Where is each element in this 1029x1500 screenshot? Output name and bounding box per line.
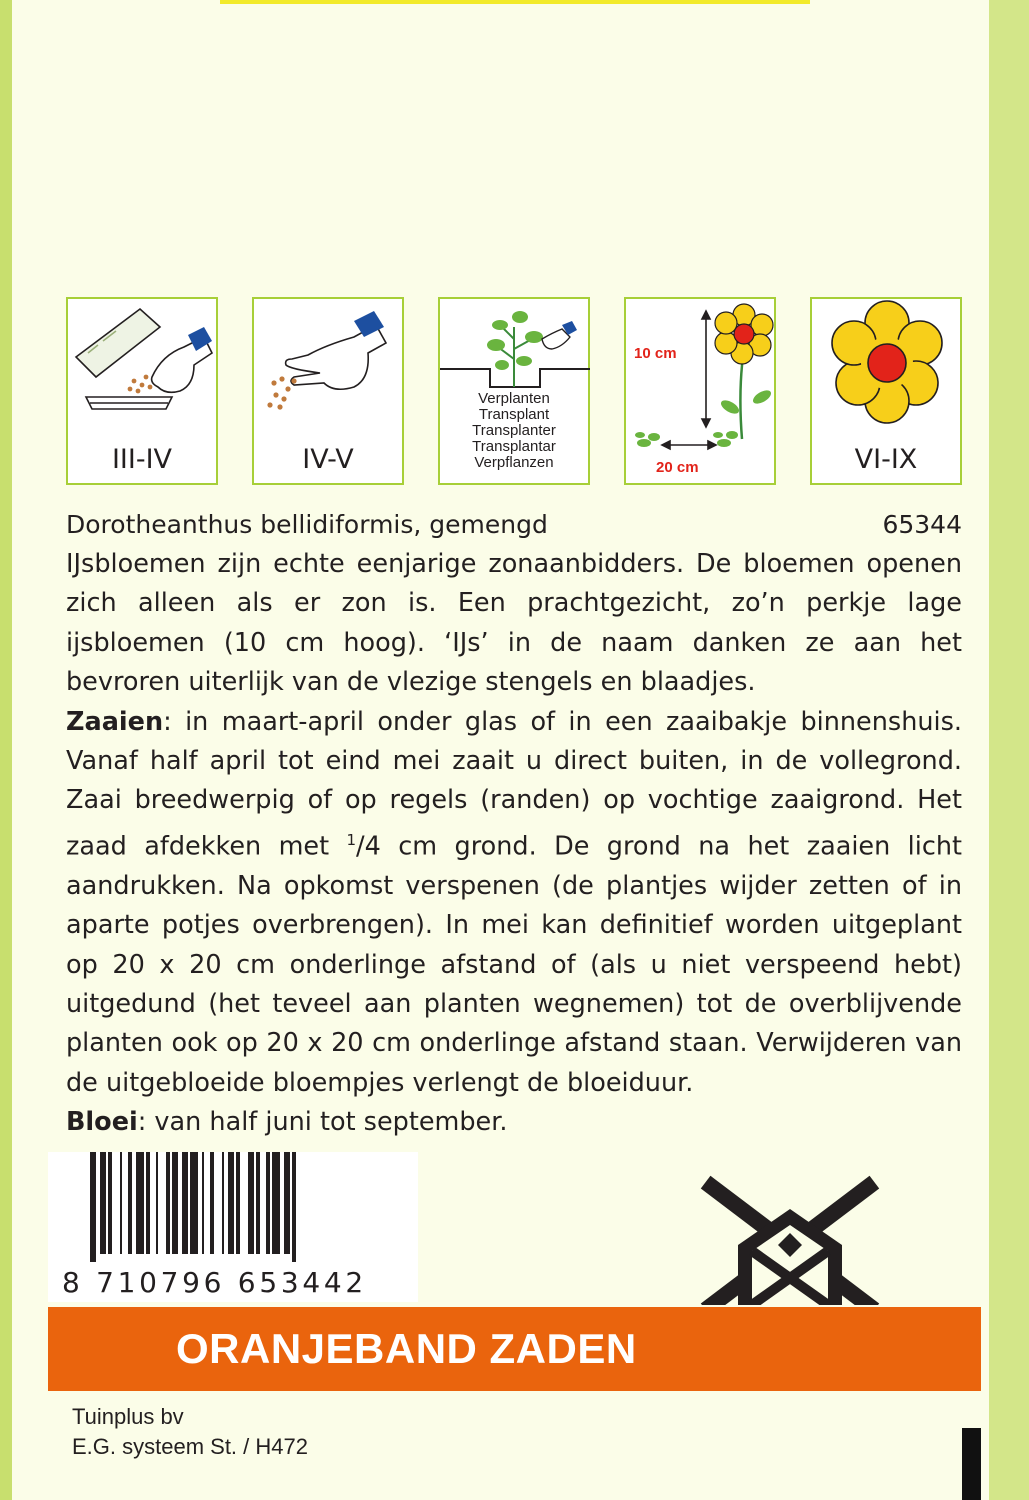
product-code: 65344 <box>882 510 962 539</box>
flowering-period: VI-IX <box>854 444 918 475</box>
right-edge <box>989 0 1029 1500</box>
barcode-bar <box>256 1152 260 1254</box>
transplant-labels <box>440 391 588 471</box>
barcode-bar <box>266 1152 270 1254</box>
transplant-label-nl: Verplanten <box>478 390 550 407</box>
barcode-bar <box>236 1152 240 1254</box>
product-title-row <box>66 510 962 544</box>
flowering-paragraph <box>66 1103 962 1142</box>
flowering-heading: Bloei <box>66 1107 138 1138</box>
transplant-label-es: Transplantar <box>472 438 556 455</box>
barcode-bar <box>202 1152 204 1254</box>
barcode-bar <box>108 1152 112 1254</box>
barcode-bars <box>48 1152 418 1262</box>
barcode-bar <box>182 1152 188 1254</box>
transplant-panel <box>438 297 590 485</box>
left-edge <box>0 0 12 1500</box>
barcode-bar <box>248 1152 254 1254</box>
barcode-bar <box>90 1152 96 1262</box>
fraction-numerator: 1 <box>346 830 357 849</box>
barcode-bar <box>136 1152 144 1254</box>
barcode-bar <box>272 1152 280 1254</box>
description-text: IJsbloemen zijn echte eenjarige zonaanbidders. De bloemen openen zich alleen als er zon is. Een prachtgezicht, zo’n perkje lage ijsbloemen (10 cm hoog). ‘IJs’ in de naam danken ze aan het bevroren uiterlijk van de vlezige stengels en blaadjes. <box>66 549 962 698</box>
spacing-label: 20 cm <box>656 459 699 476</box>
height-label: 10 cm <box>634 345 677 362</box>
footer <box>72 1402 308 1462</box>
fraction-denominator: /4 <box>356 831 381 862</box>
barcode-digits: 8 710796 653442 <box>62 1266 367 1299</box>
transplant-label-de: Verpflanzen <box>474 454 554 471</box>
barcode-bar <box>100 1152 106 1254</box>
barcode-bar <box>292 1152 296 1262</box>
brand-band <box>48 1307 981 1391</box>
sow-under-glass-panel <box>66 297 218 485</box>
barcode-bar <box>172 1152 178 1254</box>
barcode-bar <box>156 1152 158 1254</box>
barcode-bar <box>146 1152 150 1254</box>
barcode-bar <box>228 1152 234 1254</box>
top-strip <box>220 0 810 4</box>
company-name: Tuinplus bv <box>72 1404 184 1429</box>
transplant-label-fr: Transplanter <box>472 422 556 439</box>
barcode-bar <box>284 1152 290 1254</box>
sowing-heading: Zaaien <box>66 706 164 737</box>
flowering-panel <box>810 297 962 485</box>
barcode-bar <box>128 1152 132 1254</box>
sow-outdoors-period: IV-V <box>302 444 354 475</box>
flowering-text: : van half juni tot september. <box>137 1107 508 1138</box>
barcode-bar <box>120 1152 122 1254</box>
barcode-bar <box>166 1152 170 1254</box>
spacing-panel <box>624 297 776 485</box>
registration-mark <box>962 1428 981 1500</box>
transplant-label-en: Transplant <box>478 406 550 423</box>
sowing-text-2: cm grond. De grond na het zaaien licht aandrukken. Na opkomst verspenen (de plantjes wijder zetten of in aparte potjes overbrengen). In mei kan definitief worden uitgeplant op 20 x 20 cm onderlinge afstand of (als u niet verspeend hebt) uitgedund (het teveel aan planten wegnemen) tot de overblijvende planten ook op 20 x 20 cm onderlinge afstand staan. Verwijderen van de uitgebloeide bloempjes verlengt de bloeiduur. <box>66 831 963 1098</box>
certification-text: E.G. systeem St. / H472 <box>72 1434 308 1459</box>
sowing-paragraph <box>66 703 962 1104</box>
barcode-bar <box>222 1152 224 1254</box>
barcode-bar <box>190 1152 198 1254</box>
barcode-bar <box>210 1152 214 1254</box>
species-name: Dorotheanthus bellidiformis, gemengd <box>66 510 548 539</box>
sowing-text-1: : in maart-april onder glas of in een zaaibakje binnenshuis. Vanaf half april tot eind mei zaait u direct buiten, in de vollegrond. Zaai breedwerpig of op regels (randen) op vochtige zaaigrond. Het zaad afdekken met <box>66 706 962 862</box>
sow-under-glass-period: III-IV <box>111 444 173 475</box>
windmill-logo <box>690 1165 890 1305</box>
spacing-icon <box>626 299 776 485</box>
sow-outdoors-panel <box>252 297 404 485</box>
brand-name: ORANJEBAND ZADEN <box>176 1325 637 1372</box>
description-block <box>66 545 962 1143</box>
